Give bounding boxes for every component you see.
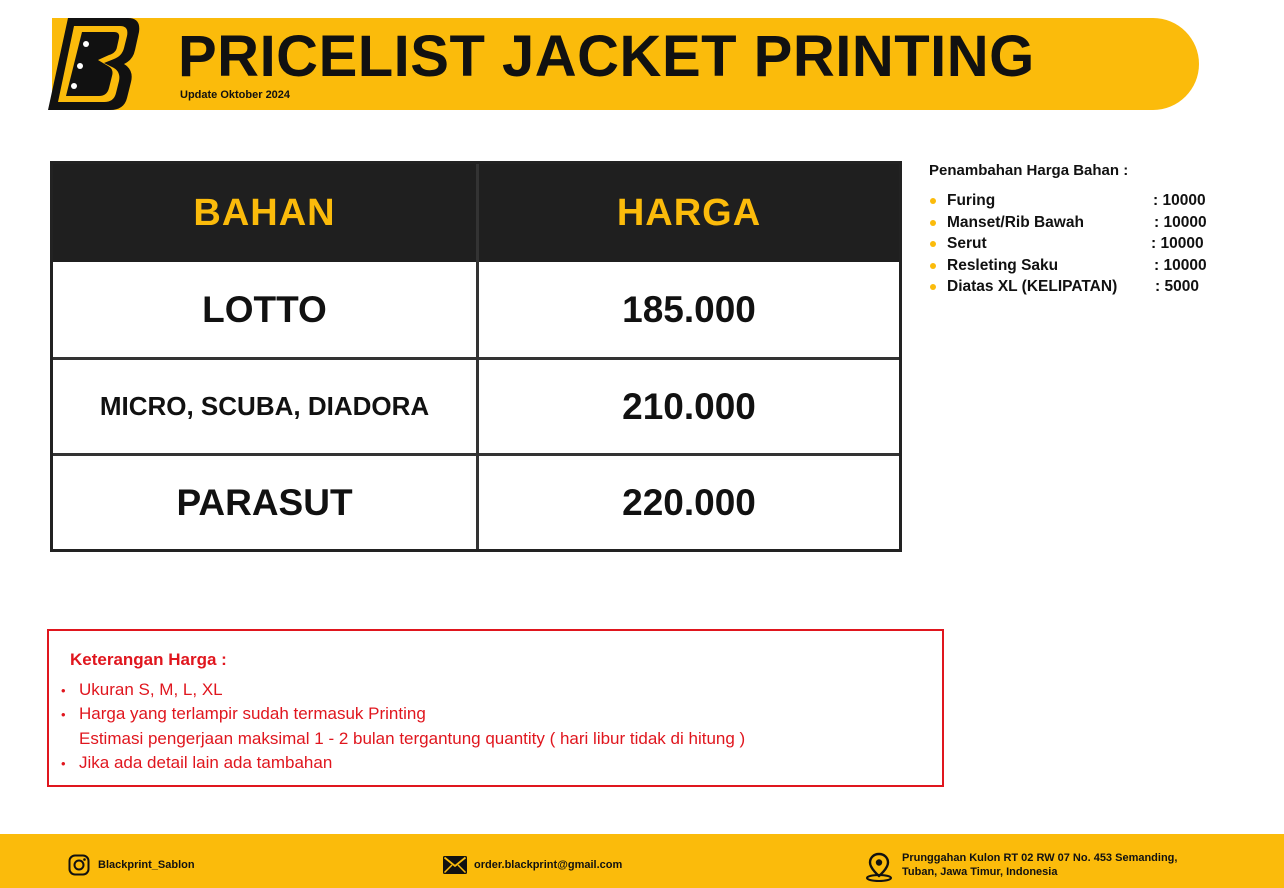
instagram-icon: [68, 854, 90, 876]
footer-email: [443, 856, 622, 874]
instagram-handle[interactable]: Blackprint_Sablon: [98, 858, 195, 871]
note-line: Jika ada detail lain ada tambahan: [79, 753, 333, 772]
charge-price: : 5000: [1155, 278, 1199, 295]
list-item: [929, 278, 1249, 300]
charge-name: Serut: [947, 235, 987, 252]
mail-icon: [443, 856, 467, 874]
bullet-icon: [930, 284, 936, 290]
price-notes-title: Keterangan Harga :: [70, 650, 227, 669]
additional-charges: [929, 162, 1249, 300]
page-subtitle: Update Oktober 2024: [180, 89, 291, 101]
address-line-1: Prunggahan Kulon RT 02 RW 07 No. 453 Semanding,: [902, 851, 1178, 864]
table-cell-price: 210.000: [622, 385, 756, 427]
note-line: Estimasi pengerjaan maksimal 1 - 2 bulan tergantung quantity ( hari libur tidak di hitung ): [79, 729, 746, 748]
list-item: [929, 214, 1249, 236]
footer-address: [864, 852, 1177, 882]
location-pin-icon: [864, 852, 894, 882]
additional-charges-title: Penambahan Harga Bahan :: [929, 162, 1129, 179]
bullet-icon: [930, 220, 936, 226]
page-title: PRICELIST JACKET PRINTING: [178, 24, 1035, 89]
charge-name: Resleting Saku: [947, 256, 1059, 274]
b-logo-icon: [46, 16, 142, 112]
note-line: Harga yang terlampir sudah termasuk Printing: [79, 704, 426, 723]
list-item: [929, 257, 1249, 279]
price-notes-box: [47, 629, 944, 787]
list-item: [929, 192, 1249, 214]
additional-charges-list: [929, 192, 1249, 300]
table-cell-material: LOTTO: [202, 288, 327, 330]
bullet-icon: [930, 198, 936, 204]
bullet-icon: [930, 241, 936, 247]
table-cell-price: 220.000: [622, 481, 756, 523]
footer-instagram: [68, 854, 195, 876]
bullet-icon: •: [61, 707, 66, 722]
charge-price: : 10000: [1154, 256, 1207, 274]
table-cell-price: 185.000: [622, 288, 756, 330]
charge-price: : 10000: [1153, 192, 1206, 209]
column-header-material: BAHAN: [193, 191, 336, 234]
charge-name: Manset/Rib Bawah: [947, 213, 1084, 231]
note-line: Ukuran S, M, L, XL: [79, 680, 223, 699]
table-cell-material: MICRO, SCUBA, DIADORA: [99, 391, 430, 421]
column-header-price: HARGA: [616, 191, 762, 234]
charge-name: Diatas XL (KELIPATAN): [947, 278, 1118, 295]
bullet-icon: [930, 263, 936, 269]
charge-price: : 10000: [1151, 235, 1204, 252]
bullet-icon: •: [61, 756, 66, 771]
charge-price: : 10000: [1154, 213, 1207, 231]
charge-name: Furing: [947, 192, 996, 209]
list-item: [929, 235, 1249, 257]
price-table: [50, 161, 902, 552]
address-line-2: Tuban, Jawa Timur, Indonesia: [902, 866, 1058, 878]
bullet-icon: •: [61, 683, 66, 698]
footer: [0, 834, 1284, 888]
table-cell-material: PARASUT: [176, 481, 353, 523]
email-address[interactable]: order.blackprint@gmail.com: [474, 858, 623, 871]
